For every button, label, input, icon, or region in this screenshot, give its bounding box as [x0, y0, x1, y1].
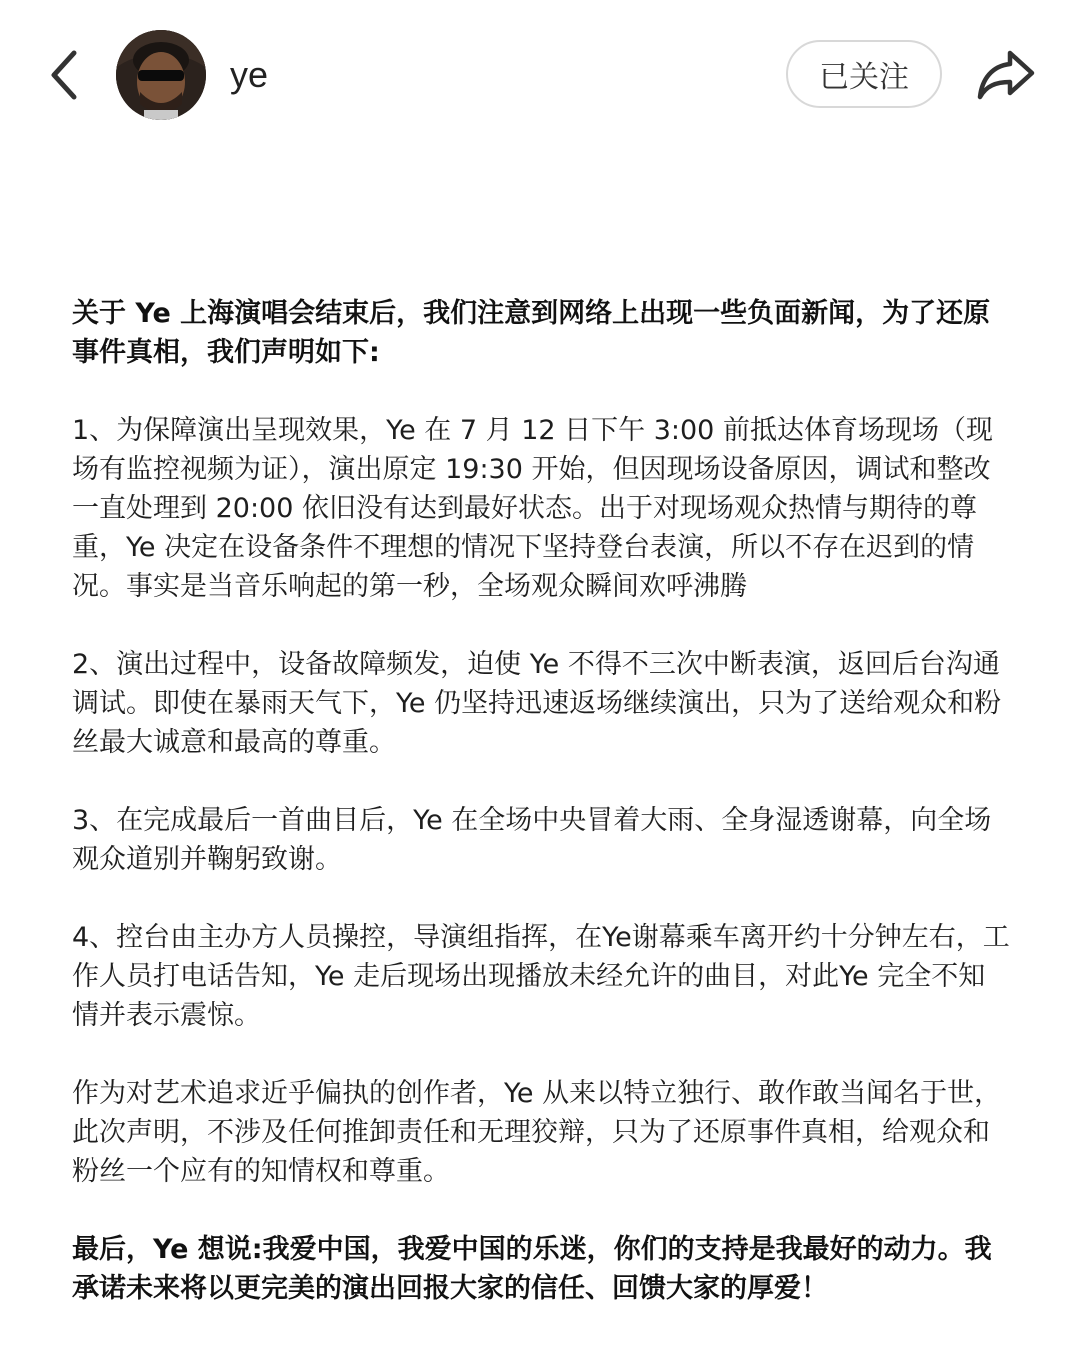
statement-reflection: 作为对艺术追求近乎偏执的创作者，Ye 从来以特立独行、敢作敢当闻名于世，此次声明，不涉及任何推卸责任和无理狡辩，只为了还原事件真相，给观众和粉丝一个应有的知情权和尊重。 — [72, 1078, 1002, 1187]
statement-point-2: 2、演出过程中，设备故障频发，迫使 Ye 不得不三次中断表演，返回后台沟通调试。即使在暴雨天气下，Ye 仍坚持迅速返场继续演出，只为了送给观众和粉丝最大诚意和最高的尊重。 — [72, 649, 1002, 758]
statement-point-4: 4、控台由主办方人员操控，导演组指挥，在Ye谢幕乘车离开约十分钟左右，工作人员打电话告知，Ye 走后现场出现播放未经允许的曲目，对此Ye 完全不知情并表示震惊。 — [72, 922, 1010, 1031]
statement-point-3: 3、在完成最后一首曲目后，Ye 在全场中央冒着大雨、全身湿透谢幕，向全场观众道别并鞠躬致谢。 — [72, 805, 992, 875]
post-header — [0, 0, 1080, 150]
post-content — [72, 294, 1012, 1308]
statement-closing: 最后，Ye 想说:我爱中国，我爱中国的乐迷，你们的支持是我最好的动力。我承诺未来将以更完美的演出回报大家的信任、回馈大家的厚爱！ — [72, 1234, 992, 1304]
statement-intro: 关于 Ye 上海演唱会结束后，我们注意到网络上出现一些负面新闻，为了还原事件真相，我们声明如下: — [72, 298, 991, 368]
chevron-left-icon — [48, 47, 80, 103]
following-button[interactable]: 已关注 — [786, 40, 942, 108]
avatar-image — [116, 30, 206, 120]
share-arrow-icon — [976, 49, 1036, 101]
avatar[interactable] — [116, 30, 206, 120]
back-button[interactable] — [36, 40, 92, 110]
statement-point-1: 1、为保障演出呈现效果，Ye 在 7 月 12 日下午 3:00 前抵达体育场现场（现场有监控视频为证），演出原定 19:30 开始，但因现场设备原因，调试和整改一直处理到 20:00 依旧没有达到最好状态。出于对现场观众热情与期待的尊重，Ye 决定在设备条件不理想的情况下坚持登台表演，所以不存在迟到的情况。事实是当音乐响起的第一秒，全场观众瞬间欢呼沸腾 — [72, 415, 993, 602]
username[interactable]: ye — [230, 54, 269, 95]
share-button[interactable] — [972, 42, 1040, 108]
